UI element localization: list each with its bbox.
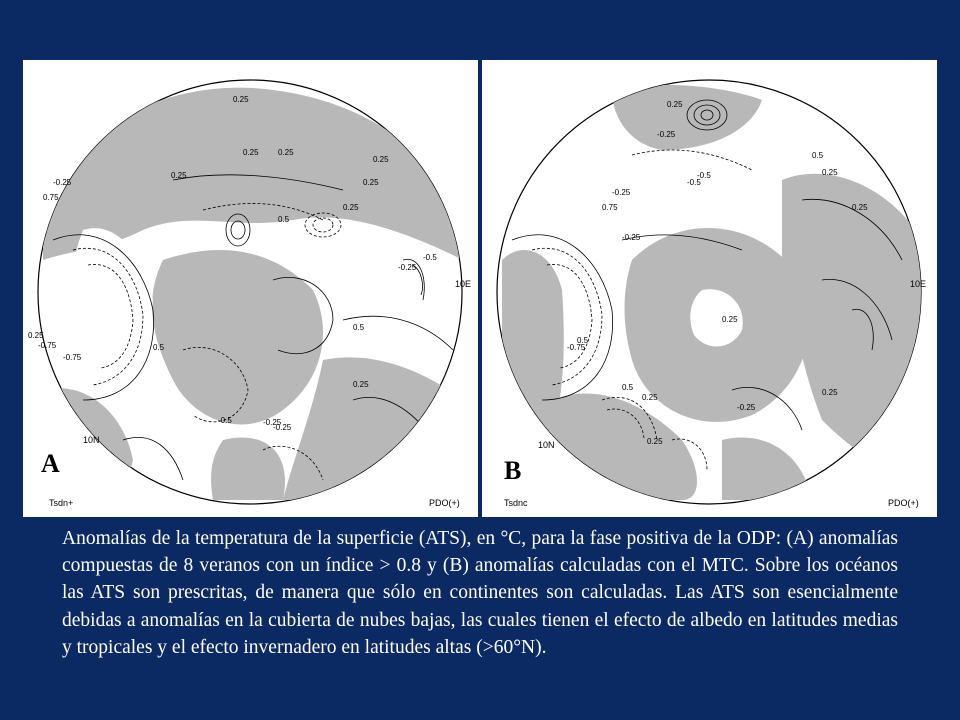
contour-label: -0.75 xyxy=(567,343,586,352)
contour-label: 0.25 xyxy=(233,95,249,104)
map-panel-b xyxy=(482,60,937,517)
contour-label: 0.25 xyxy=(28,331,44,340)
contour-label: -0.75 xyxy=(38,341,57,350)
contour-label: 0.25 xyxy=(278,148,294,157)
contour-label: 0.25 xyxy=(363,178,379,187)
contour-label: 0.25 xyxy=(171,171,187,180)
contour-label: -0.5 xyxy=(697,171,711,180)
contour-label: 0.25 xyxy=(647,437,663,446)
index-label: PDO(+) xyxy=(429,498,460,508)
panel-letter: A xyxy=(41,449,60,478)
index-label: PDO(+) xyxy=(888,498,919,508)
contour-label: 0.5 xyxy=(278,215,290,224)
contour-label: 0.25 xyxy=(722,315,738,324)
contour-label: -0.25 xyxy=(53,178,72,187)
contour-label: -0.25 xyxy=(273,423,292,432)
latitude-label: 10N xyxy=(538,440,555,450)
contour-label: -0.75 xyxy=(63,353,82,362)
contour-label: -0.25 xyxy=(398,263,417,272)
contour-label: -0.5 xyxy=(423,253,437,262)
contour-label: 0.5 xyxy=(812,151,824,160)
contour-label: 0.5 xyxy=(622,383,634,392)
contour-label: 0.25 xyxy=(243,148,259,157)
polar-map-a xyxy=(23,60,478,517)
panel-letter: B xyxy=(504,456,522,485)
contour-label: -0.5 xyxy=(687,178,701,187)
contour-label: 0.75 xyxy=(43,193,59,202)
variable-label: Tsdn+ xyxy=(49,498,74,508)
contour-label: 0.25 xyxy=(822,388,838,397)
contour-label: 0.25 xyxy=(852,203,868,212)
map-panel-a xyxy=(23,60,478,517)
figure-caption: Anomalías de la temperatura de la superficie (ATS), en °C, para la fase positiva de la ODP: (A) anomalías compuestas de 8 veranos con un índice > 0.8 y (B) anomalías calculadas con el MTC. Sobre los océanos las ATS son prescritas, de manera que sólo en continentes son calculadas. Las ATS son esencialmente debidas a anomalías en la cubierta de nubes bajas, las cuales tienen el efecto de albedo en latitudes medias y tropicales y el efecto invernadero en latitudes altas (>60°N). xyxy=(62,528,898,658)
contour-label: 0.25 xyxy=(373,155,389,164)
contour-label: 0.5 xyxy=(153,343,165,352)
contour-label: -0.5 xyxy=(218,416,232,425)
contour-label: -0.25 xyxy=(737,403,756,412)
longitude-label: 10E xyxy=(455,279,472,289)
contour-label: -0.25 xyxy=(657,130,676,139)
contour-label: 0.75 xyxy=(602,203,618,212)
contour-label: -0.25 xyxy=(622,233,641,242)
longitude-label: 10E xyxy=(910,279,927,289)
variable-label: Tsdnc xyxy=(504,498,528,508)
contour-label: 0.5 xyxy=(577,336,589,345)
latitude-label: 10N xyxy=(83,435,100,445)
contour-label: -0.25 xyxy=(612,188,631,197)
contour-label: -0.25 xyxy=(263,418,282,427)
contour-label: 0.25 xyxy=(642,393,658,402)
contour-label: 0.25 xyxy=(667,100,683,109)
contour-label: 0.25 xyxy=(822,168,838,177)
contour-label: 0.5 xyxy=(353,323,365,332)
contour-label: 0.25 xyxy=(353,380,369,389)
contour-label: 0.25 xyxy=(343,203,359,212)
